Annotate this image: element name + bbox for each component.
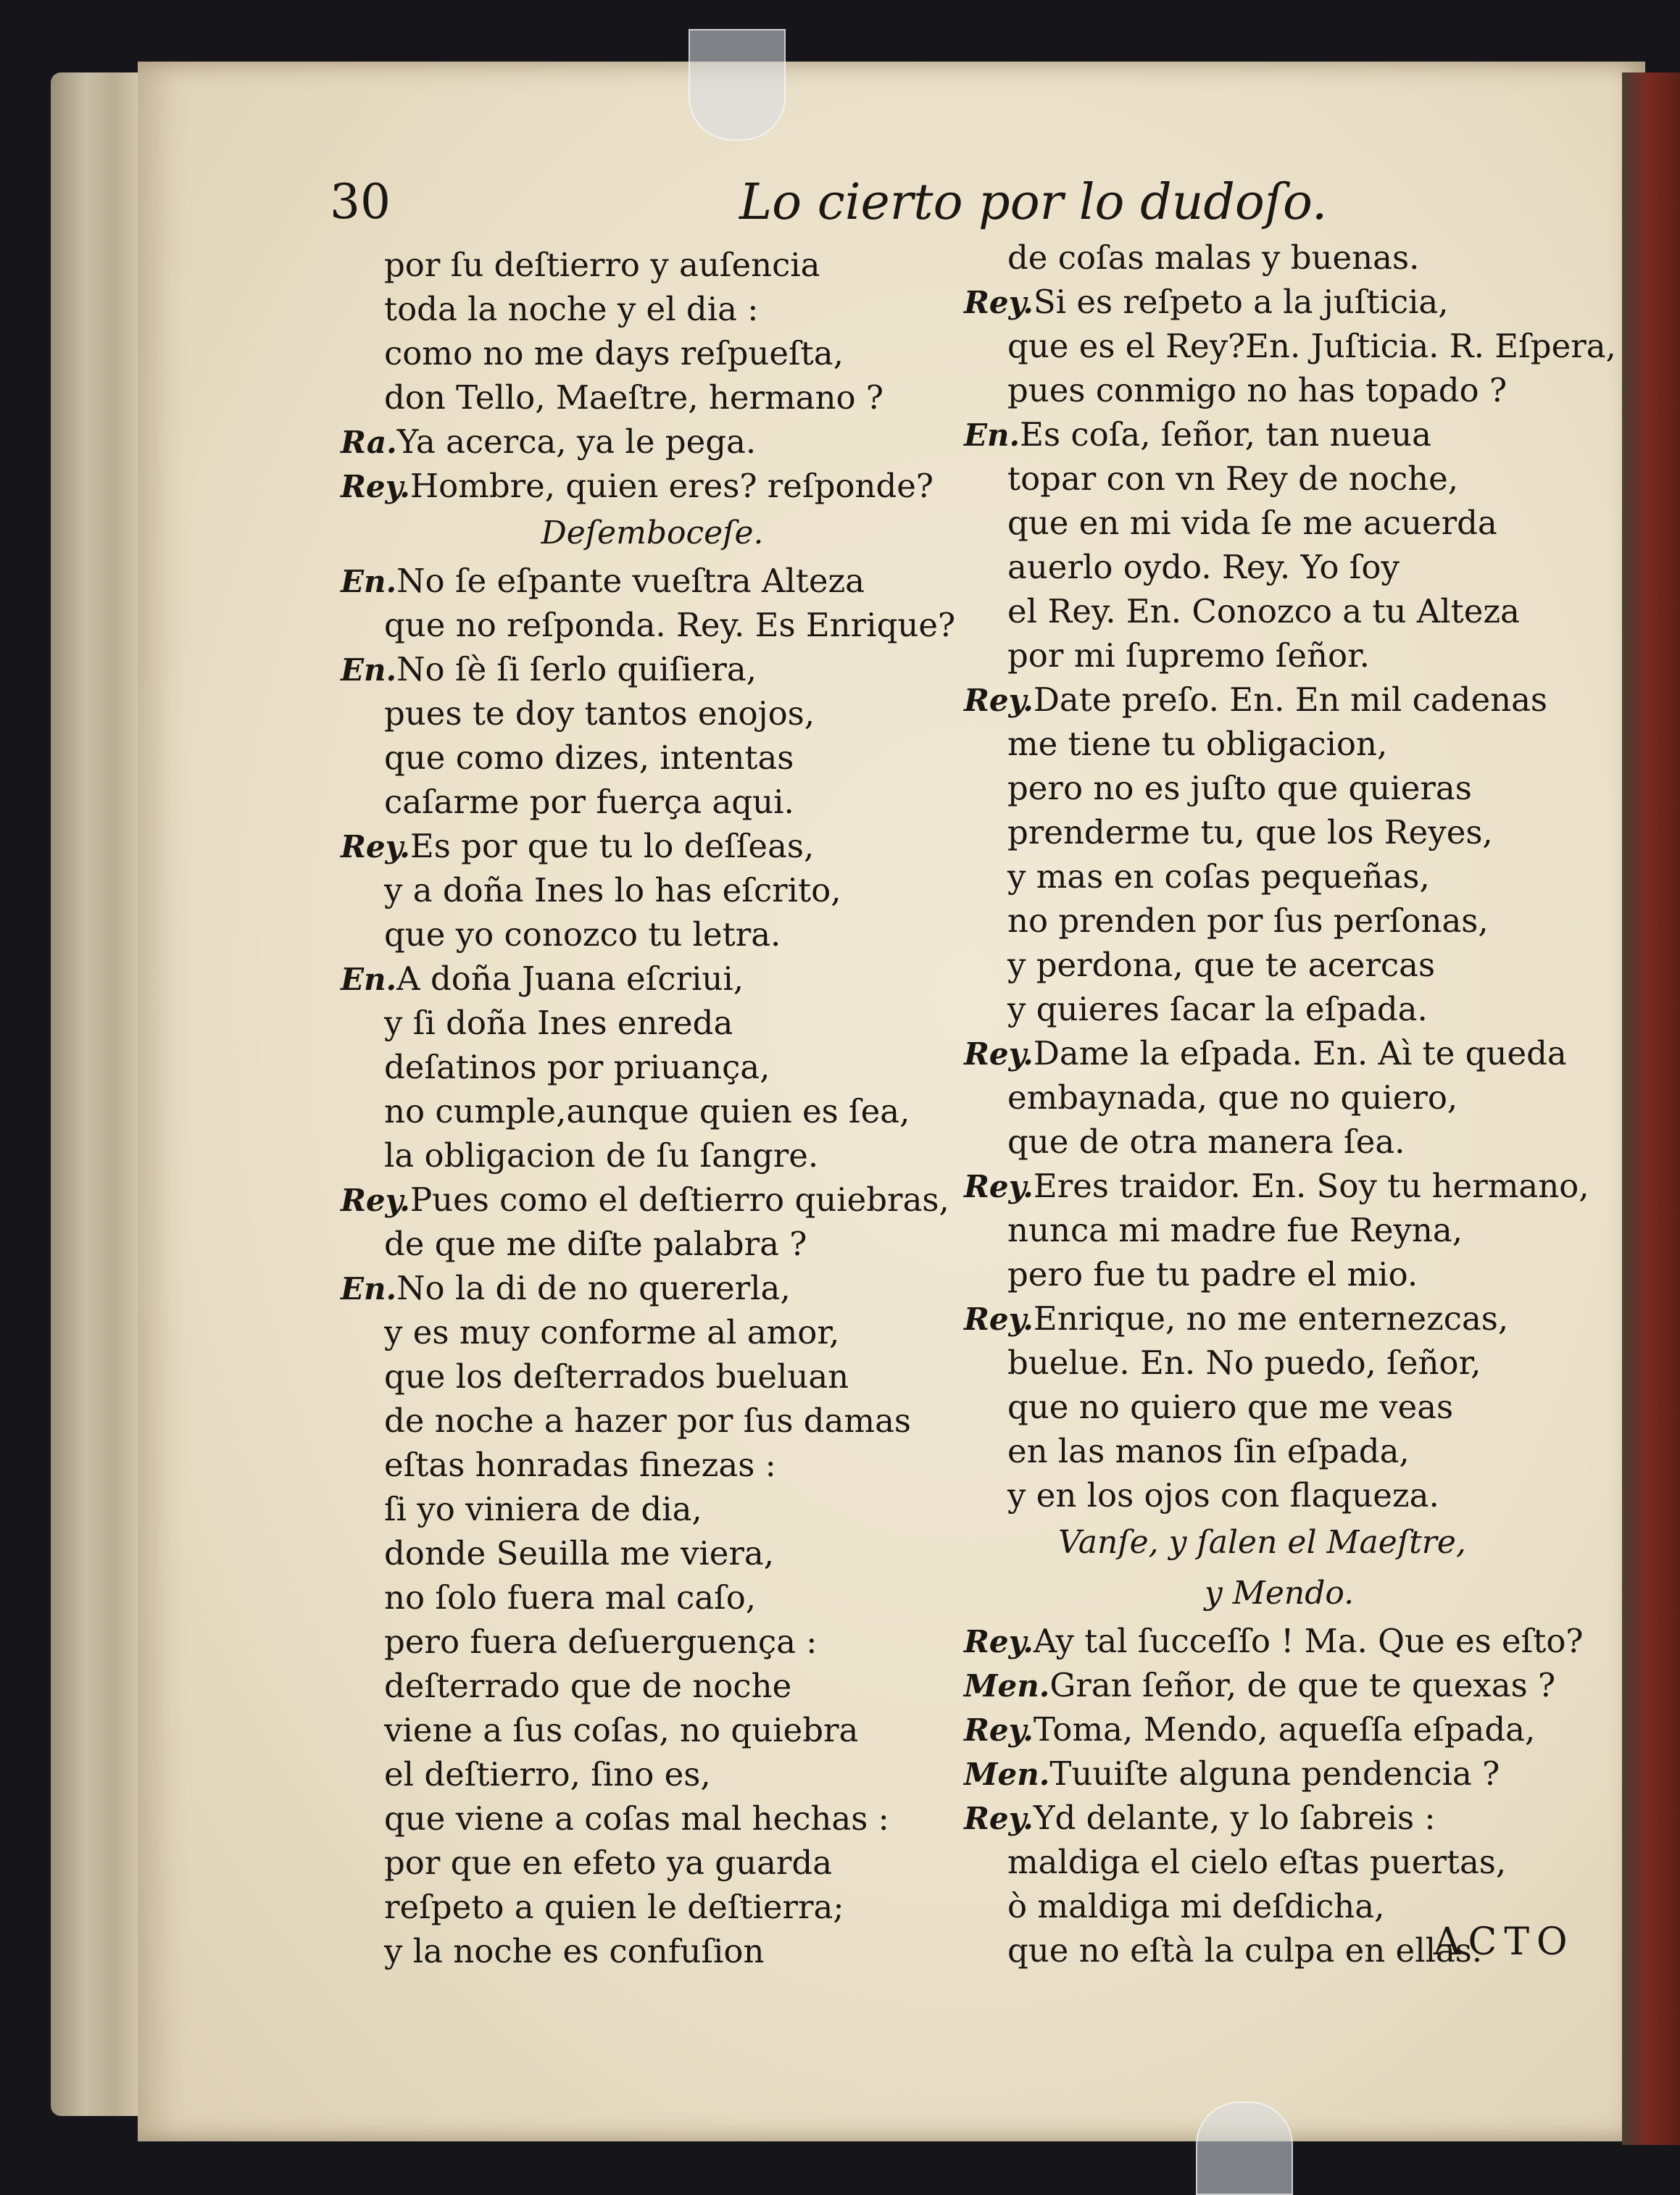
- verse-text: que como dizes, intentas: [384, 738, 794, 777]
- verse-line: [341, 1443, 964, 1487]
- verse-text: de que me diſte palabra ?: [384, 1225, 807, 1263]
- verse-line: [964, 1752, 1594, 1796]
- verse-text: por ſu deſtierro y auſencia: [384, 246, 820, 284]
- verse-text: y en los ojos con flaqueza.: [1007, 1476, 1439, 1515]
- speaker-label: Rey.: [964, 285, 1034, 320]
- verse-line: [341, 1841, 964, 1885]
- verse-text: que los deſterrados bueluan: [384, 1357, 849, 1396]
- verse-text: ſi yo viniera de dia,: [384, 1490, 702, 1528]
- verse-text: y es muy conforme al amor,: [384, 1313, 840, 1351]
- verse-line: [964, 1075, 1594, 1120]
- verse-text: en las manos ſin eſpada,: [1007, 1432, 1410, 1470]
- speaker-label: Rey.: [964, 1301, 1034, 1337]
- verse-text: por mi ſupremo ſeñor.: [1007, 636, 1370, 675]
- verse-text: de noche a hazer por ſus damas: [384, 1401, 912, 1440]
- verse-line: [341, 1487, 964, 1531]
- verse-text: topar con vn Rey de noche,: [1007, 459, 1459, 498]
- speaker-label: Rey.: [964, 683, 1034, 718]
- speaker-label: Rey.: [964, 1712, 1034, 1748]
- verse-line: [341, 243, 964, 287]
- running-title: Lo cierto por lo dudoſo.: [739, 174, 1328, 231]
- verse-line: [964, 854, 1594, 899]
- verse-text: que en mi vida ſe me acuerda: [1007, 504, 1497, 542]
- verse-text: y quieres ſacar la eſpada.: [1007, 990, 1428, 1028]
- verse-line: [964, 280, 1594, 324]
- verse-text: prenderme tu, que los Reyes,: [1007, 813, 1493, 851]
- verse-line: [341, 957, 964, 1001]
- speaker-label: Rey.: [964, 1801, 1034, 1836]
- right-column: [964, 236, 1616, 1973]
- verse-text: No la di de no quererla,: [396, 1269, 791, 1307]
- verse-text: la obligacion de ſu ſangre.: [384, 1136, 819, 1175]
- verse-line: [964, 1120, 1594, 1164]
- speaker-label: Ra.: [341, 425, 397, 460]
- verse-line: [341, 1089, 964, 1133]
- book-cover-spine: [1622, 72, 1680, 2145]
- verse-line: [341, 1310, 964, 1354]
- verse-line: [341, 1399, 964, 1443]
- verse-line: [964, 1296, 1594, 1341]
- speaker-label: Men.: [964, 1757, 1050, 1792]
- verse-line: [964, 1840, 1594, 1884]
- verse-line: [341, 868, 964, 912]
- verse-line: [341, 331, 964, 375]
- verse-line: [341, 691, 964, 736]
- verse-text: eſtas honradas finezas :: [384, 1446, 776, 1484]
- verse-line: [964, 1473, 1594, 1517]
- verse-line: [341, 464, 964, 508]
- speaker-label: Rey.: [341, 1183, 410, 1218]
- verse-text: y mas en coſas pequeñas,: [1007, 857, 1430, 896]
- verse-line: [341, 736, 964, 780]
- verse-line: [964, 899, 1594, 943]
- verse-text: No ſe eſpante vueſtra Alteza: [396, 562, 865, 600]
- verse-line: [341, 1178, 964, 1222]
- verse-text: deſterrado que de noche: [384, 1667, 792, 1705]
- verse-text: deſatinos por priuança,: [384, 1048, 770, 1086]
- verse-line: [964, 678, 1594, 722]
- verse-text: Ay tal ſucceſſo ! Ma. Que es eſto?: [1033, 1622, 1584, 1660]
- verse-text: y a doña Ines lo has eſcrito,: [384, 871, 841, 909]
- verse-text: Si es reſpeto a la juſticia,: [1033, 283, 1449, 321]
- speaker-label: Rey.: [341, 469, 410, 504]
- verse-line: [341, 1575, 964, 1620]
- verse-text: Toma, Mendo, aqueſſa eſpada,: [1033, 1710, 1536, 1749]
- verse-text: y ſi doña Ines enreda: [384, 1004, 733, 1042]
- verse-text: Date preſo. En. En mil cadenas: [1033, 680, 1547, 719]
- verse-text: Eres traidor. En. Soy tu hermano,: [1033, 1167, 1589, 1205]
- verse-text: que de otra manera ſea.: [1007, 1123, 1405, 1161]
- verse-line: [341, 1045, 964, 1089]
- verse-text: Tuuiſte alguna pendencia ?: [1049, 1754, 1500, 1793]
- verse-text: auerlo oydo. Rey. Yo ſoy: [1007, 548, 1400, 586]
- speaker-label: Rey.: [964, 1169, 1034, 1204]
- verse-text: nunca mi madre fue Reyna,: [1007, 1211, 1463, 1249]
- verse-text: maldiga el cielo eſtas puertas,: [1007, 1843, 1507, 1881]
- verse-line: [964, 1208, 1594, 1252]
- verse-line: [341, 780, 964, 824]
- verse-line: [964, 1341, 1594, 1385]
- verse-text: No ſè ſi ſerlo quiſiera,: [396, 650, 757, 688]
- verse-line: [964, 987, 1594, 1031]
- verse-line: [964, 545, 1594, 589]
- verse-line: [964, 1164, 1594, 1208]
- verse-line: [964, 457, 1594, 501]
- verse-text: pero no es juſto que quieras: [1007, 769, 1472, 807]
- verse-line: [341, 287, 964, 331]
- speaker-label: Rey.: [341, 829, 410, 865]
- verse-text: que yo conozco tu letra.: [384, 915, 781, 954]
- verse-text: Hombre, quien eres? reſponde?: [409, 467, 934, 505]
- verse-text: no ſolo fuera mal caſo,: [384, 1578, 757, 1617]
- verse-line: [341, 1708, 964, 1752]
- speaker-label: En.: [341, 962, 397, 997]
- verse-text: que no eſtà la culpa en ellas.: [1007, 1931, 1483, 1970]
- verse-text: Gran ſeñor, de que te quexas ?: [1049, 1666, 1556, 1704]
- verse-text: por que en efeto ya guarda: [384, 1844, 833, 1882]
- verse-text: A doña Juana eſcriui,: [396, 959, 744, 998]
- verse-line: [341, 375, 964, 420]
- verse-line: [964, 324, 1616, 368]
- verse-text: y la noche es confuſion: [384, 1932, 765, 1970]
- verse-text: Yd delante, y lo ſabreis :: [1033, 1799, 1436, 1837]
- verse-text: no prenden por ſus perſonas,: [1007, 901, 1489, 940]
- verse-line: [964, 1385, 1594, 1429]
- verse-line: [964, 722, 1594, 766]
- verse-line: [341, 1222, 964, 1266]
- page-number: 30: [330, 174, 391, 230]
- verse-text: caſarme por fuerça aqui.: [384, 783, 794, 821]
- speaker-label: En.: [341, 564, 397, 599]
- verse-line: [341, 1929, 964, 1973]
- verse-text: buelue. En. No puedo, ſeñor,: [1007, 1344, 1481, 1382]
- verse-line: [341, 1664, 964, 1708]
- verse-line: [341, 647, 964, 691]
- verse-line: [964, 1707, 1594, 1752]
- verse-line: [964, 1252, 1594, 1296]
- speaker-label: En.: [964, 417, 1020, 453]
- speaker-label: Rey.: [964, 1624, 1034, 1659]
- verse-line: [964, 766, 1594, 810]
- verse-line: [964, 1796, 1594, 1840]
- verse-text: donde Seuilla me viera,: [384, 1534, 775, 1573]
- stage-direction-line1: Vanſe, y ſalen el Maeſtre,: [1058, 1524, 1466, 1561]
- verse-text: reſpeto a quien le deſtierra;: [384, 1888, 844, 1926]
- verse-text: toda la noche y el dia :: [384, 290, 759, 328]
- verse-line: [964, 236, 1594, 280]
- page-clip-bottom: [1196, 2102, 1293, 2195]
- verse-line: [341, 1752, 964, 1796]
- verse-text: que no quiero que me veas: [1007, 1388, 1454, 1426]
- verse-text: y perdona, que te acercas: [1007, 946, 1436, 984]
- verse-line: [341, 912, 964, 957]
- verse-line: [964, 501, 1594, 545]
- stage-direction: Deſemboceſe.: [541, 515, 764, 551]
- verse-text: que es el Rey?En. Juſticia. R. Eſpera,: [1007, 327, 1616, 365]
- catchword: ACTO: [1434, 1920, 1575, 1964]
- verse-line: [341, 1796, 964, 1841]
- verse-text: Pues como el deſtierro quiebras,: [409, 1180, 949, 1219]
- verse-text: el Rey. En. Conozco a tu Alteza: [1007, 592, 1520, 630]
- verse-text: Es coſa, ſeñor, tan nueua: [1020, 415, 1431, 454]
- verse-text: pues te doy tantos enojos,: [384, 694, 815, 733]
- verse-line: [964, 810, 1594, 854]
- verse-text: Dame la eſpada. En. Aì te queda: [1033, 1034, 1567, 1072]
- speaker-label: En.: [341, 652, 397, 688]
- verse-line: [964, 1429, 1594, 1473]
- verse-text: como no me days reſpueſta,: [384, 334, 844, 372]
- verse-text: no cumple,aunque quien es ſea,: [384, 1092, 910, 1130]
- speaker-label: Men.: [964, 1668, 1050, 1704]
- verse-line: [964, 1031, 1594, 1075]
- verse-line: [341, 824, 964, 868]
- verse-text: don Tello, Maeſtre, hermano ?: [384, 378, 883, 417]
- verse-line: [964, 943, 1594, 987]
- verse-text: Enrique, no me enternezcas,: [1033, 1299, 1509, 1338]
- verse-line: [341, 1133, 964, 1178]
- verse-line: [341, 1266, 964, 1310]
- verse-text: Ya acerca, ya le pega.: [396, 422, 757, 461]
- verse-text: el deſtierro, ſino es,: [384, 1755, 711, 1794]
- verse-line: [964, 589, 1594, 633]
- verse-text: embaynada, que no quiero,: [1007, 1078, 1458, 1117]
- stage-direction-line2: y Mendo.: [1204, 1575, 1355, 1612]
- verse-text: pero fuera deſuerguença :: [384, 1623, 818, 1661]
- verse-line: [341, 1620, 964, 1664]
- verse-line: [341, 1885, 964, 1929]
- page-clip-top: [689, 29, 786, 141]
- verse-line: [341, 1001, 964, 1045]
- verse-text: Es por que tu lo deſſeas,: [409, 827, 815, 865]
- verse-text: que viene a coſas mal hechas :: [384, 1799, 889, 1838]
- verse-text: ò maldiga mi deſdicha,: [1007, 1887, 1385, 1925]
- verse-text: me tiene tu obligacion,: [1007, 725, 1388, 763]
- verse-line: [341, 603, 964, 647]
- verse-line: [964, 368, 1594, 412]
- speaker-label: En.: [341, 1271, 397, 1307]
- running-head: [0, 174, 1680, 239]
- speaker-label: Rey.: [964, 1036, 1034, 1072]
- verse-line: [341, 559, 964, 603]
- verse-line: [964, 412, 1594, 457]
- verse-line: [964, 1663, 1594, 1707]
- verse-line: [964, 633, 1594, 678]
- verse-line: [341, 1531, 964, 1575]
- verse-text: pero fue tu padre el mio.: [1007, 1255, 1418, 1294]
- verse-line: [341, 1354, 964, 1399]
- verse-text: de coſas malas y buenas.: [1007, 238, 1420, 277]
- verse-text: que no reſponda. Rey. Es Enrique?: [384, 606, 956, 644]
- verse-text: viene a ſus coſas, no quiebra: [384, 1711, 859, 1749]
- verse-text: pues conmigo no has topado ?: [1007, 371, 1508, 409]
- verse-line: [341, 420, 964, 464]
- verse-line: [964, 1619, 1594, 1663]
- left-column: [341, 243, 964, 1973]
